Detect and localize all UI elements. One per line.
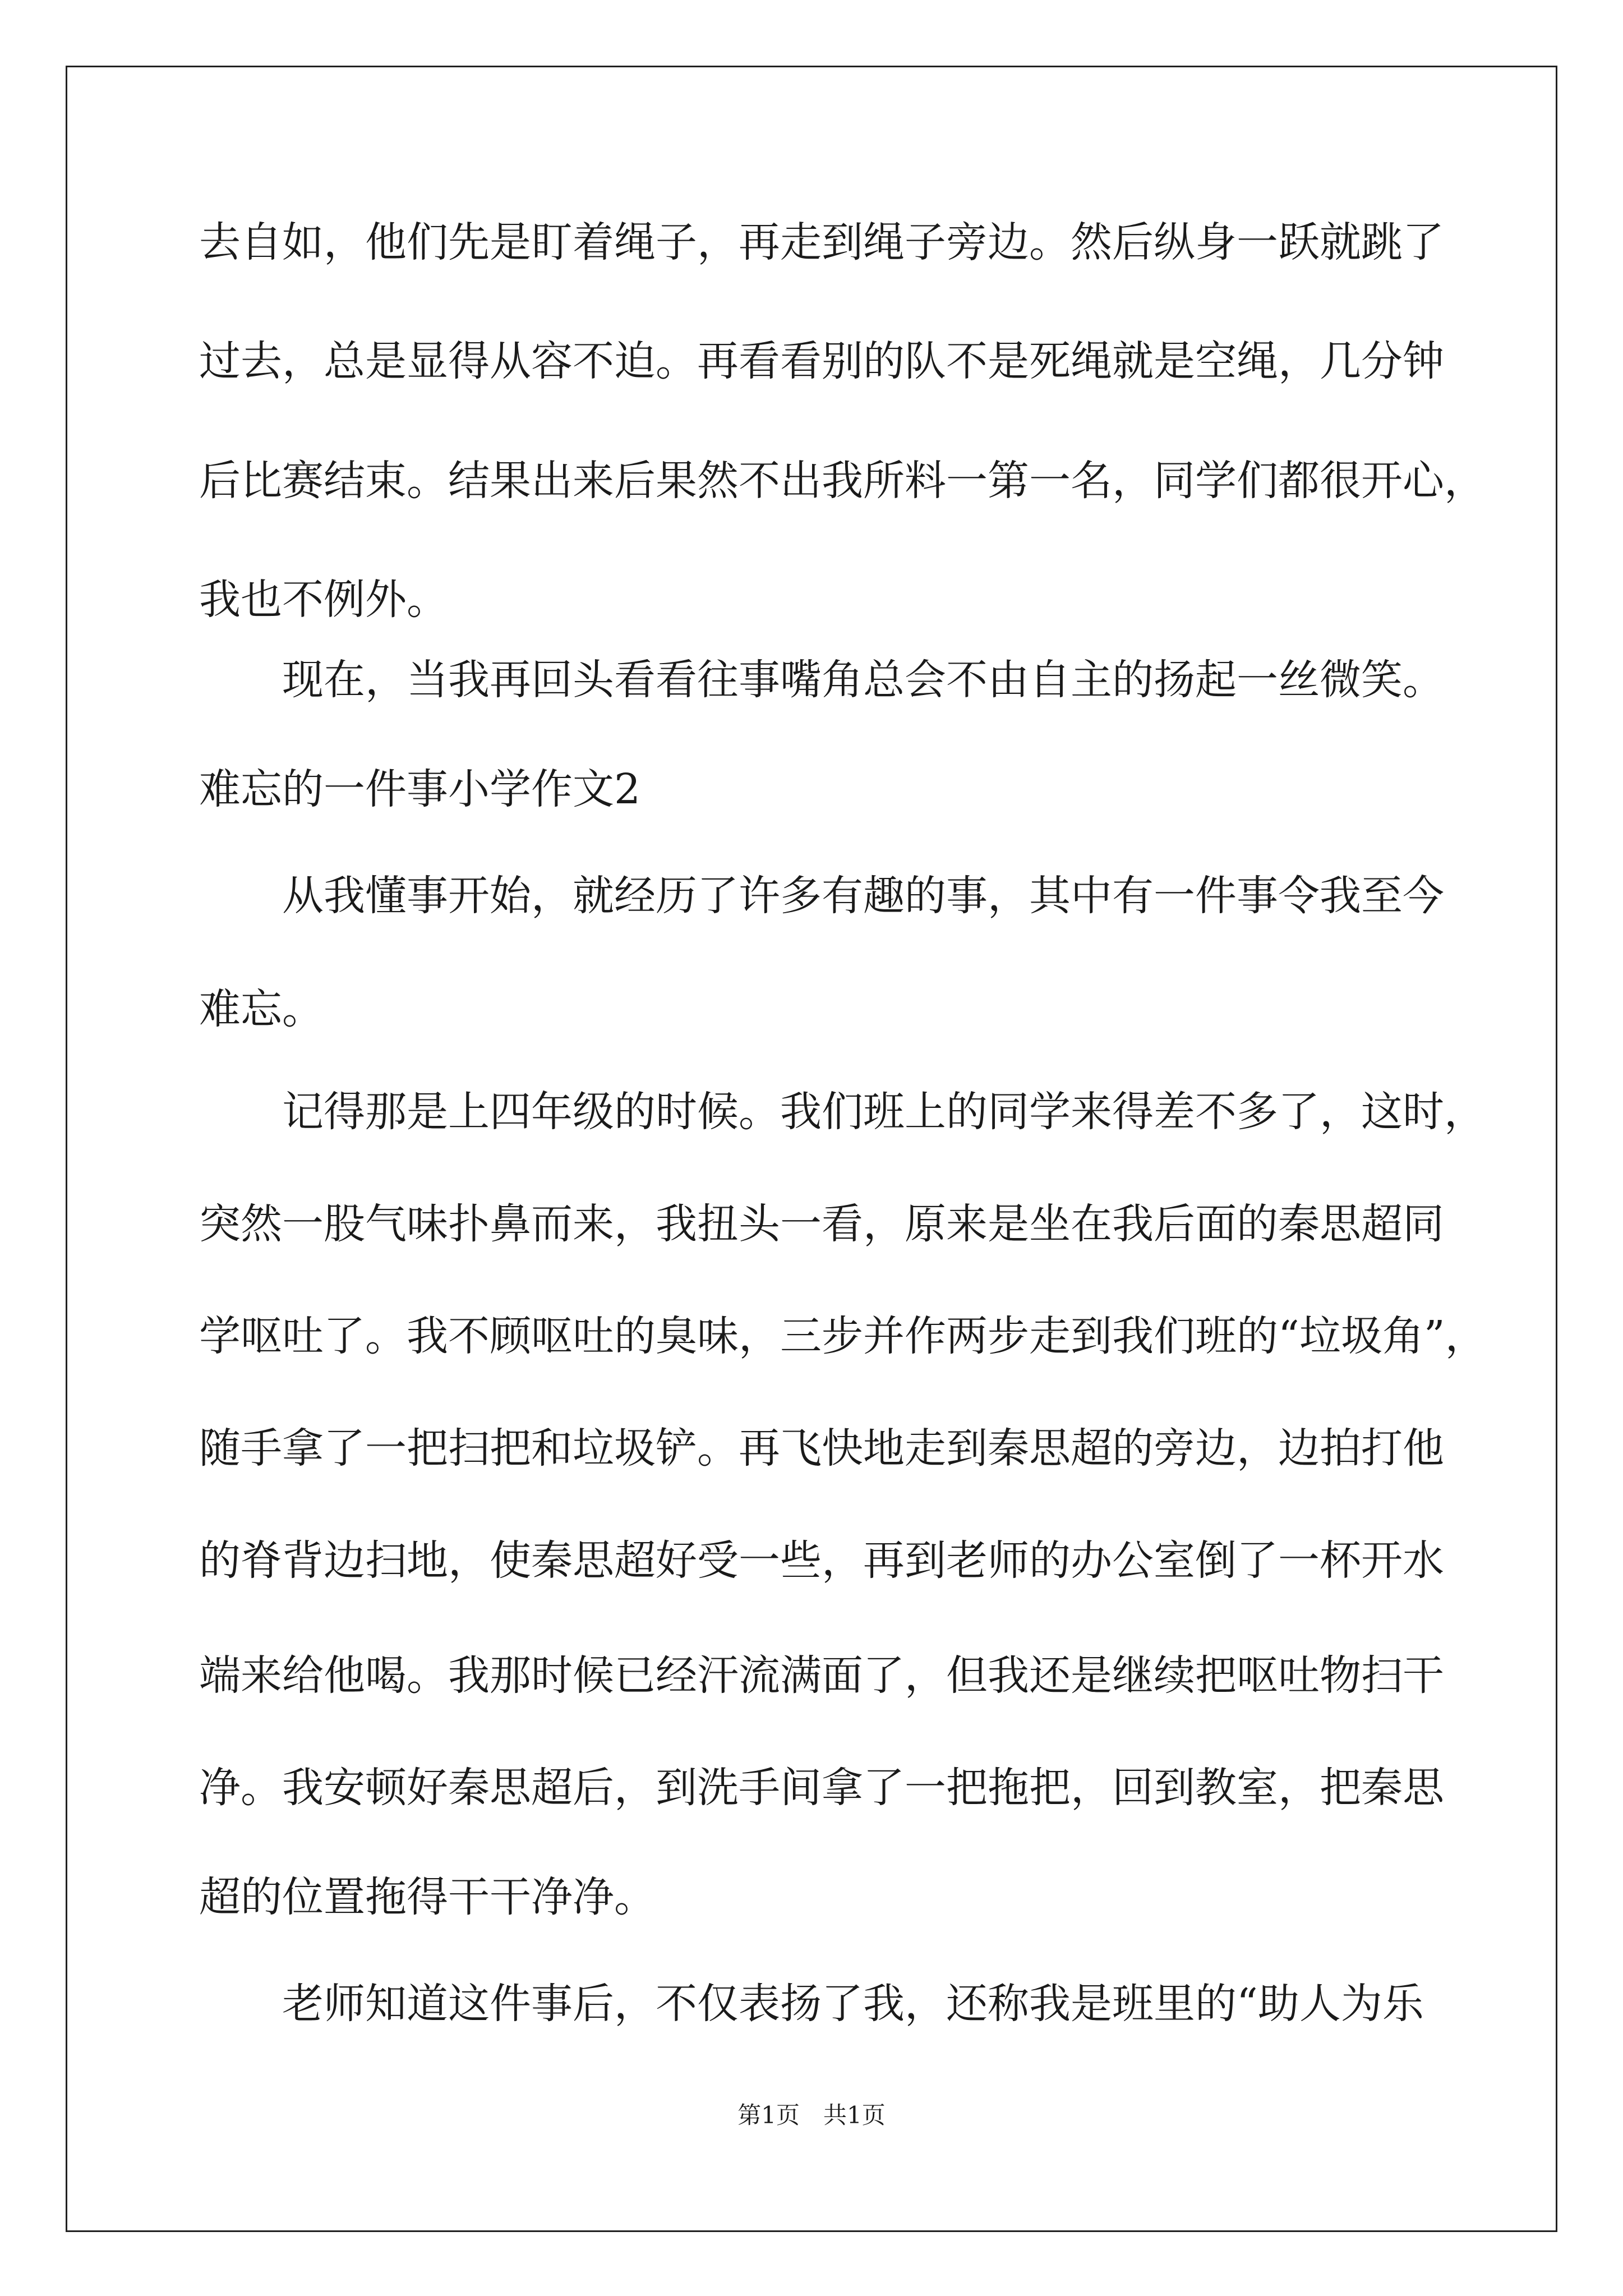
text-line: 端来给他喝。我那时候已经汗流满面了，但我还是继续把呕吐物扫干	[199, 1651, 1444, 1700]
section-heading: 难忘的一件事小学作文2	[199, 765, 641, 813]
text-line: 学呕吐了。我不顾呕吐的臭味，三步并作两步走到我们班的“垃圾角”，	[199, 1312, 1487, 1360]
text-line: 的脊背边扫地，使秦思超好受一些，再到老师的办公室倒了一杯开水	[199, 1536, 1444, 1585]
text-line: 老师知道这件事后，不仅表扬了我，还称我是班里的“助人为乐	[199, 1980, 1424, 2028]
text-line: 后比赛结束。结果出来后果然不出我所料一第一名，同学们都很开心，	[199, 457, 1486, 505]
text-line: 随手拿了一把扫把和垃圾铲。再飞快地走到秦思超的旁边，边拍打他	[199, 1424, 1444, 1473]
page-number-footer: 第1页 共1页	[737, 2101, 886, 2129]
text-line: 突然一股气味扑鼻而来，我扭头一看，原来是坐在我后面的秦思超同	[199, 1200, 1444, 1248]
text-line: 净。我安顿好秦思超后，到洗手间拿了一把拖把，回到教室，把秦思	[199, 1764, 1444, 1812]
text-line: 过去，总是显得从容不迫。再看看别的队不是死绳就是空绳，几分钟	[199, 337, 1444, 385]
text-line: 我也不例外。	[199, 576, 448, 624]
text-line: 从我懂事开始，就经历了许多有趣的事，其中有一件事令我至今	[199, 872, 1444, 920]
text-line: 去自如，他们先是盯着绳子，再走到绳子旁边。然后纵身一跃就跳了	[199, 218, 1444, 266]
text-line: 现在，当我再回头看看往事嘴角总会不由自主的扬起一丝微笑。	[199, 656, 1444, 704]
text-line: 难忘。	[199, 985, 324, 1033]
text-line: 记得那是上四年级的时候。我们班上的同学来得差不多了，这时，	[199, 1088, 1486, 1136]
text-line: 超的位置拖得干干净净。	[199, 1873, 656, 1921]
